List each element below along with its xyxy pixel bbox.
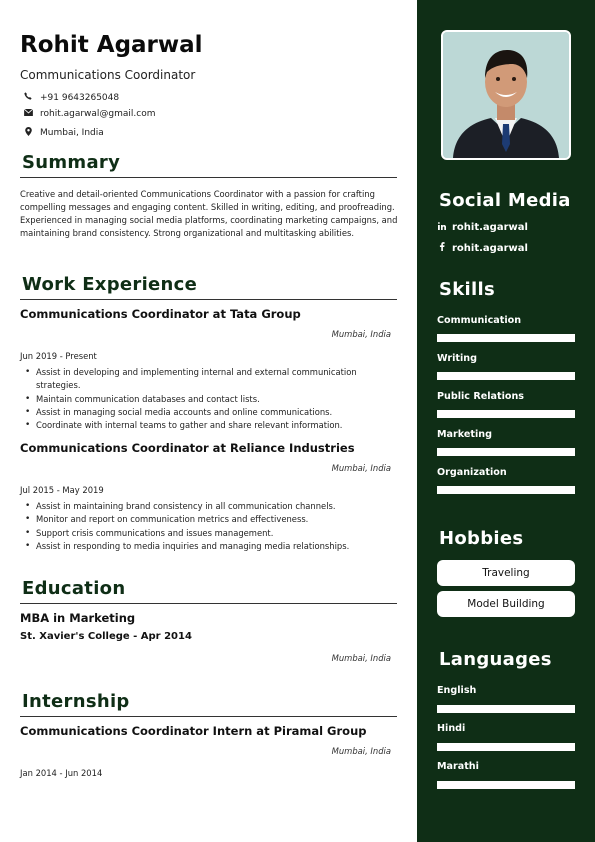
skill-bar (437, 448, 575, 456)
phone-text: +91 9643265048 (40, 92, 120, 103)
internship-role: Communications Coordinator Intern at Piramal Group (20, 724, 367, 738)
language-bar (437, 705, 575, 713)
candidate-role: Communications Coordinator (20, 68, 196, 82)
social-handle: rohit.agarwal (452, 222, 528, 233)
contact-phone (22, 92, 119, 103)
job-location: Mumbai, India (331, 463, 391, 473)
skill-name: Marketing (437, 429, 492, 440)
skill-name: Writing (437, 353, 478, 364)
internship-divider (20, 716, 397, 717)
sidebar (417, 0, 595, 842)
email-icon (22, 109, 34, 119)
linkedin-icon (437, 222, 446, 233)
skills-heading: Skills (439, 279, 495, 300)
job-dates: Jul 2015 - May 2019 (20, 485, 104, 495)
social-linkedin[interactable] (437, 222, 528, 233)
email-text[interactable]: rohit.agarwal@gmail.com (40, 109, 156, 119)
social-handle: rohit.agarwal (452, 242, 528, 254)
job-bullet: • Support crisis communications and issues management. (36, 527, 396, 540)
location-pin-icon (22, 127, 34, 139)
job-bullet: • Monitor and report on communication metrics and effectiveness. (36, 513, 396, 526)
school: St. Xavier's College - Apr 2014 (20, 631, 192, 642)
location-text: Mumbai, India (40, 128, 104, 138)
job-bullets (36, 366, 396, 432)
job-bullet: • Maintain communication databases and contact lists. (36, 393, 396, 406)
degree: MBA in Marketing (20, 611, 136, 625)
skill-name: Organization (437, 467, 507, 478)
skill-name: Public Relations (437, 391, 524, 402)
summary-divider (20, 177, 397, 178)
languages-heading: Languages (439, 649, 552, 670)
language-name: English (437, 685, 477, 696)
hobby-tag: Model Building (437, 591, 575, 617)
hobbies-heading: Hobbies (439, 528, 524, 549)
work-heading: Work Experience (22, 274, 198, 295)
job-title: Communications Coordinator at Tata Group (20, 307, 301, 321)
skill-bar (437, 410, 575, 418)
job-bullet: • Assist in maintaining brand consistency in all communication channels. (36, 500, 396, 513)
job-location: Mumbai, India (331, 329, 391, 339)
profile-photo (441, 30, 571, 160)
skill-bar (437, 334, 575, 342)
summary-heading: Summary (22, 152, 121, 173)
language-bar (437, 743, 575, 751)
language-name: Marathi (437, 761, 479, 772)
work-divider (20, 299, 397, 300)
education-heading: Education (22, 578, 126, 599)
job-dates: Jun 2019 - Present (20, 351, 97, 361)
phone-icon (22, 92, 34, 103)
skill-bar (437, 372, 575, 380)
social-facebook[interactable] (437, 242, 528, 254)
internship-dates: Jan 2014 - Jun 2014 (20, 768, 103, 778)
candidate-name: Rohit Agarwal (20, 32, 203, 58)
internship-location: Mumbai, India (331, 746, 391, 756)
contact-email (22, 109, 156, 119)
skill-name: Communication (437, 315, 522, 326)
job-bullet: • Assist in responding to media inquiries and managing media relationships. (36, 540, 396, 553)
contact-location (22, 127, 104, 139)
job-bullets (36, 500, 396, 553)
job-title: Communications Coordinator at Reliance Industries (20, 441, 355, 455)
job-bullet: • Assist in developing and implementing internal and external communication strategies. (36, 366, 396, 393)
social-heading: Social Media (439, 190, 571, 211)
facebook-icon (437, 242, 446, 254)
hobby-tag: Traveling (437, 560, 575, 586)
summary-text: Creative and detail-oriented Communications Coordinator with a passion for crafting compelling messages and engaging content. Skilled in writing, editing, and proofreading. Experienced in managing social media platforms, coordinating marketing campaigns, and maintaining brand consistency. Strong organizational and multitasking abilities. (20, 189, 398, 238)
language-name: Hindi (437, 723, 466, 734)
education-divider (20, 603, 397, 604)
internship-heading: Internship (22, 691, 130, 712)
job-bullet: • Assist in managing social media accounts and online communications. (36, 406, 396, 419)
skill-bar (437, 486, 575, 494)
education-location: Mumbai, India (331, 653, 391, 663)
job-bullet: • Coordinate with internal teams to gather and share relevant information. (36, 419, 396, 432)
language-bar (437, 781, 575, 789)
